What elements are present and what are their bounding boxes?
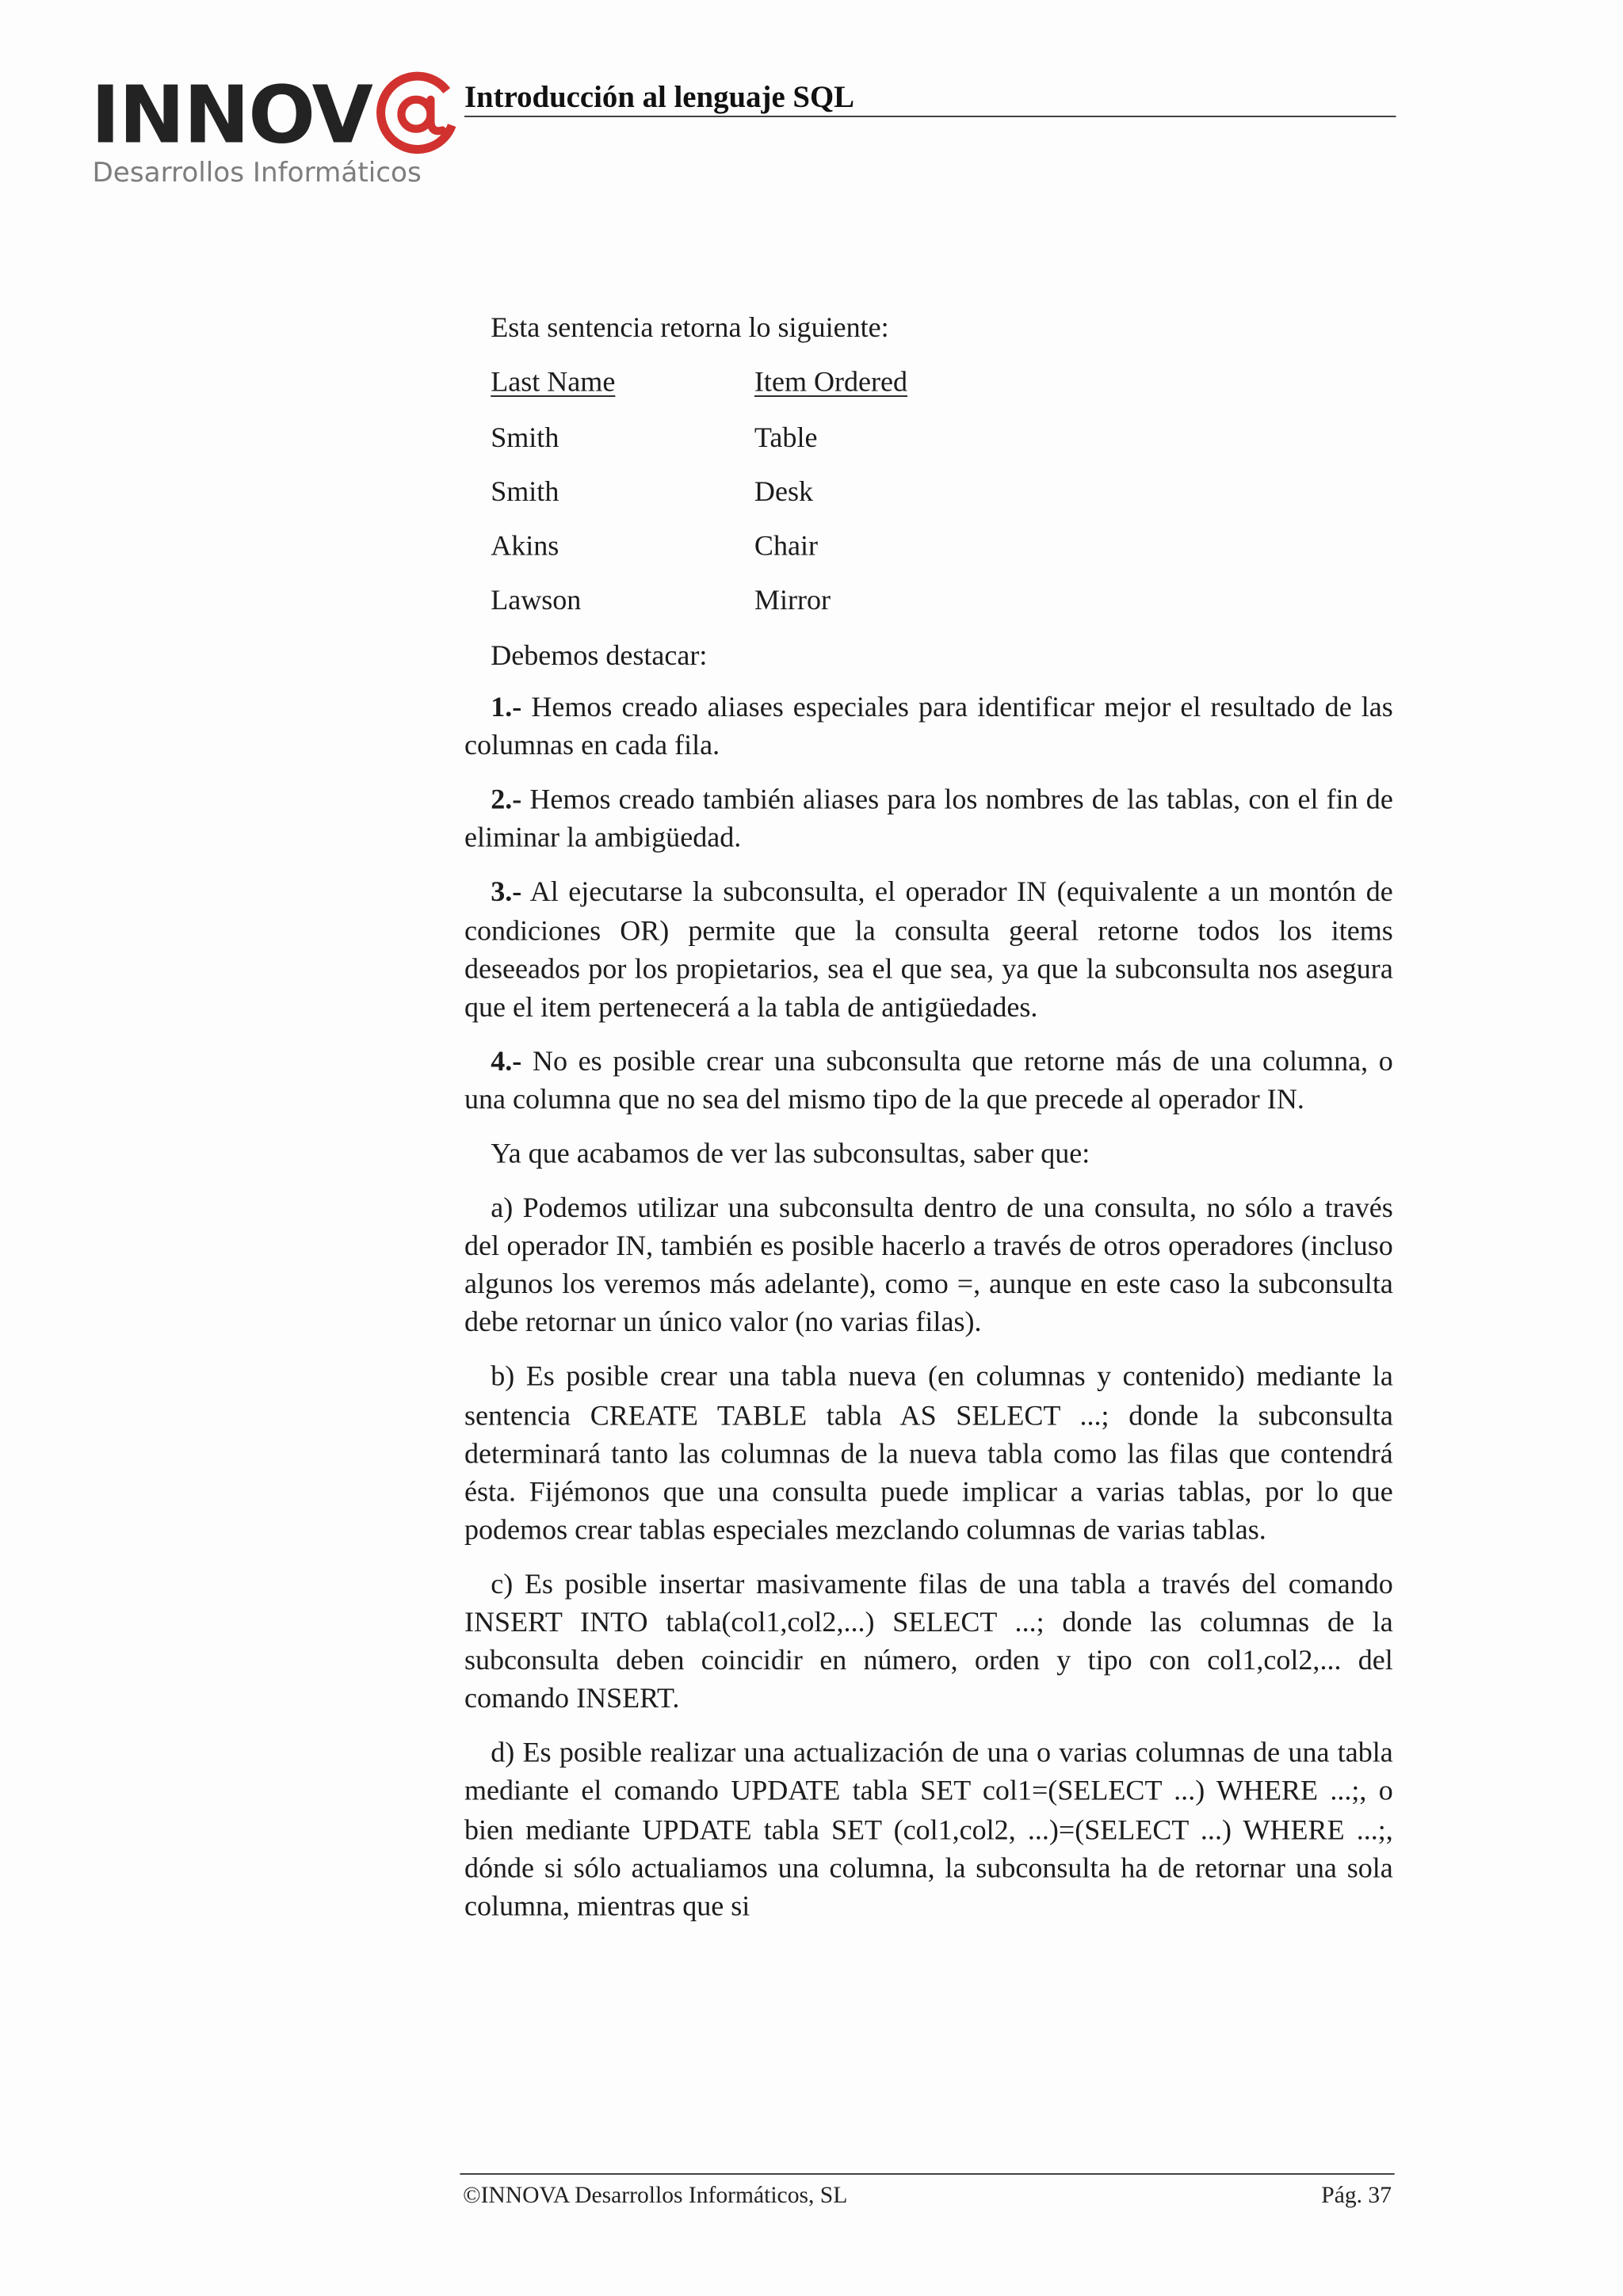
- note-text: Al ejecutarse la subconsulta, el operador IN (equivalente a un montón de condiciones OR) permite que la consulta geeral retorne todos los items deseeados por los propietarios, sea el que sea, ya que la subconsulta nos asegura que el item pertenecerá a la tabla de antigüedades.: [464, 878, 1393, 1024]
- note-paragraph: [464, 690, 1393, 766]
- cell-last-name: Akins: [491, 532, 559, 563]
- cell-item-ordered: Desk: [754, 477, 814, 509]
- note-text: Hemos creado aliases especiales para identificar mejor el resultado de las columnas en cada fila.: [464, 692, 1393, 762]
- at-sign-icon: [372, 67, 463, 158]
- page-number: Pág. 37: [1321, 2183, 1392, 2209]
- footer-copyright: ©INNOVA Desarrollos Informáticos, SL: [463, 2183, 848, 2209]
- result-intro: Esta sentencia retorna lo siguiente:: [491, 313, 889, 345]
- table-row: [464, 526, 1393, 581]
- cell-item-ordered: Mirror: [754, 586, 831, 618]
- table-header-row: [464, 362, 1393, 417]
- table-row: [464, 417, 1393, 471]
- note-paragraph: [464, 875, 1393, 1028]
- note-paragraph: [464, 1044, 1393, 1120]
- document-title: Introducción al lenguaje SQL: [464, 78, 855, 115]
- note-number: 3.-: [491, 878, 522, 909]
- footer-divider: [460, 2173, 1394, 2175]
- innova-logo: [90, 68, 472, 199]
- note-text: Hemos creado también aliases para los nombres de las tablas, con el fin de eliminar la ambigüedad.: [464, 785, 1393, 855]
- subquery-point: c) Es posible insertar masivamente filas de una tabla a través del comando INSERT INTO tabla(col1,col2,...) SELECT ...; donde las columnas de la subconsulta deben coincidir en número, orden y tipo con col1,col2,... del comando INSERT.: [464, 1569, 1393, 1715]
- cell-last-name: Smith: [491, 422, 559, 454]
- cell-last-name: Lawson: [491, 586, 582, 618]
- cell-item-ordered: Table: [754, 422, 818, 454]
- column-header-item-ordered: Item Ordered: [754, 368, 908, 399]
- note-number: 4.-: [491, 1047, 522, 1078]
- logo-subtitle: Desarrollos Informáticos: [92, 158, 422, 189]
- cell-item-ordered: Chair: [754, 532, 819, 563]
- subquery-intro: Ya que acabamos de ver las subconsultas, saber que:: [491, 1139, 1090, 1170]
- result-table: [464, 362, 1393, 635]
- notes-intro: Debemos destacar:: [491, 641, 708, 673]
- subquery-point: b) Es posible crear una tabla nueva (en columnas y contenido) mediante la sentencia CREATE TABLE tabla AS SELECT ...; donde la subconsulta determinará tanto las columnas de la nueva tabla como las filas que contendrá ésta. Fijémonos que una consulta puede implicar a varias tablas, por lo que podemos crear tablas especiales mezclando columnas de varias tablas.: [464, 1362, 1393, 1547]
- table-row: [464, 581, 1393, 635]
- subquery-point: a) Podemos utilizar una subconsulta dentro de una consulta, no sólo a través del operador IN, también es posible hacerlo a través de otros operadores (incluso algunos los veremos más adelante), como =, aunque en este caso la subconsulta debe retornar un único valor (no varias filas).: [464, 1193, 1393, 1340]
- column-header-last-name: Last Name: [491, 368, 616, 399]
- subquery-point: d) Es posible realizar una actualización de una o varias columnas de una tabla mediante el comando UPDATE tabla SET col1=(SELECT ...) WHERE ...;, o bien mediante UPDATE tabla SET (col1,col2, ...)=(SELECT ...) WHERE ...;, dónde si sólo actualiamos una columna, la subconsulta ha de retornar una sola columna, mientras que si: [464, 1738, 1393, 1923]
- note-paragraph: [464, 783, 1393, 859]
- page-body: [464, 307, 1393, 1943]
- note-number: 2.-: [491, 785, 522, 817]
- note-text: No es posible crear una subconsulta que retorne más de una columna, o una columna que no sea del mismo tipo de la que precede al operador IN.: [464, 1047, 1393, 1116]
- table-row: [464, 471, 1393, 526]
- logo-wordmark: INNOV: [90, 68, 372, 162]
- note-number: 1.-: [491, 692, 522, 724]
- header-divider: [464, 116, 1396, 117]
- cell-last-name: Smith: [491, 477, 559, 509]
